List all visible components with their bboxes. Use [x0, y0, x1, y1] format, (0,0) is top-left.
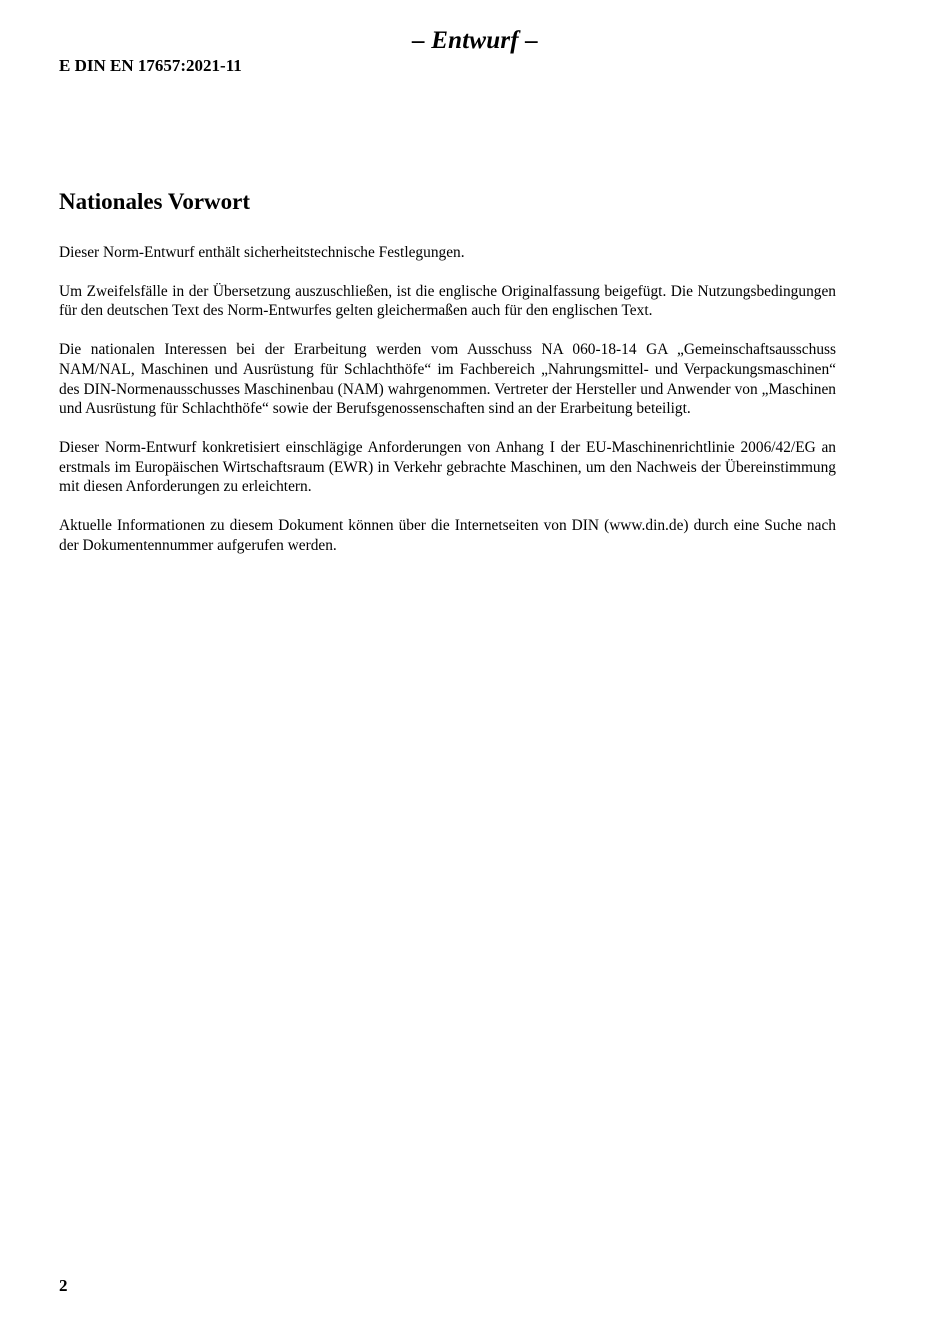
paragraph-translation-note: Um Zweifelsfälle in der Übersetzung auszuschließen, ist die englische Originalfassung beigefügt. Die Nutzungsbedingungen für den deutschen Text des Norm-Entwurfes gelten gleichermaßen auch für den englischen Text. [59, 282, 836, 320]
page-number: 2 [59, 1276, 68, 1295]
foreword-section [59, 187, 836, 574]
section-title: Nationales Vorwort [59, 189, 251, 214]
paragraph-committee-note: Die nationalen Interessen bei der Erarbeitung werden vom Ausschuss NA 060-18-14 GA „Gemeinschaftsausschuss NAM/NAL, Maschinen und Ausrüstung für Schlachthöfe“ im Fachbereich „Nahrungsmittel- und Verpackungsmaschinen“ des DIN-Normenausschusses Maschinenbau (NAM) wahrgenommen. Vertreter der Hersteller und Anwender von „Maschinen und Ausrüstung für Schlachthöfe“ sowie der Berufsgenossenschaften sind an der Erarbeitung beteiligt. [59, 341, 836, 418]
draft-watermark-heading: – Entwurf – [412, 27, 538, 54]
paragraph-directive-note: Dieser Norm-Entwurf konkretisiert einschlägige Anforderungen von Anhang I der EU-Maschinenrichtlinie 2006/42/EG an erstmals im Europäischen Wirtschaftsraum (EWR) in Verkehr gebrachte Maschinen, um den Nachweis der Übereinstimmung mit diesen Anforderungen zu erleichtern. [59, 438, 836, 496]
document-identifier: E DIN EN 17657:2021-11 [59, 56, 242, 75]
paragraph-information-note: Aktuelle Informationen zu diesem Dokument können über die Internetseiten von DIN (www.din.de) durch eine Suche nach der Dokumentennummer aufgerufen werden. [59, 517, 836, 554]
paragraph-safety-note: Dieser Norm-Entwurf enthält sicherheitstechnische Festlegungen. [59, 244, 465, 261]
